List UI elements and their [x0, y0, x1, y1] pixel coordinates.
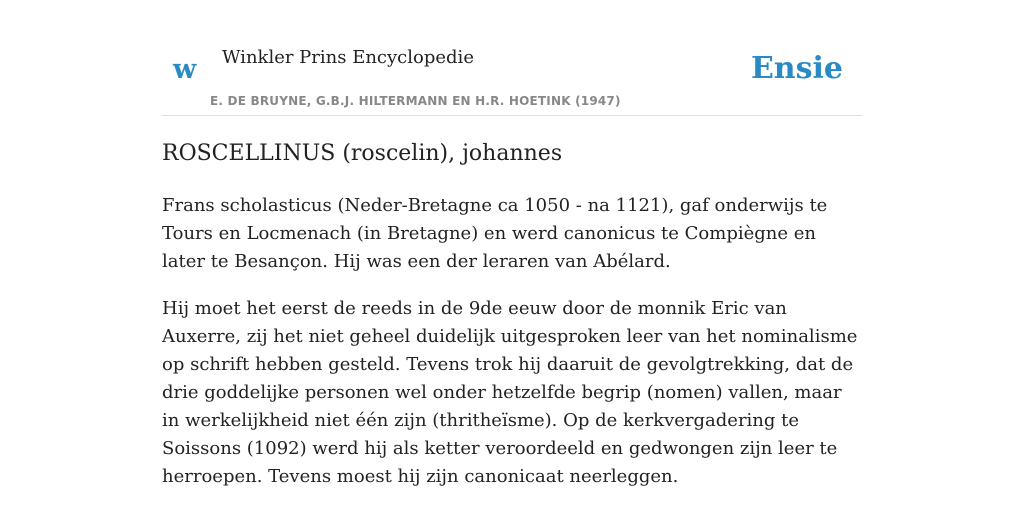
entry-title: ROSCELLINUS (roscelin), johannes — [162, 141, 563, 166]
source-title[interactable]: Winkler Prins Encyclopedie — [222, 47, 474, 68]
article-paragraph: Hij moet het eerst de reeds in de 9de eeuw door de monnik Eric van Auxerre, zij het niet geheel duidelijk uitgesproken leer van het nominalisme op schrift hebben gesteld. Tevens trok hij daaruit de gevolgtrekking, dat de drie goddelijke personen wel onder hetzelfde begrip (nomen) vallen, maar in werkelijkheid niet één zijn (thritheïsme). Op de kerkvergadering te Soissons (1092) werd hij als ketter veroordeeld en gedwongen zijn leer te herroepen. Tevens moest hij zijn canonicaat neerleggen. — [162, 298, 858, 487]
article-body — [162, 192, 862, 510]
ensie-logo[interactable]: Ensie — [750, 51, 843, 86]
authors-line: E. DE BRUYNE, G.B.J. HILTERMANN EN H.R. HOETINK (1947) — [210, 94, 621, 108]
page — [162, 0, 862, 487]
header — [162, 0, 862, 116]
article-paragraph: Frans scholasticus (Neder-Bretagne ca 1050 - na 1121), gaf onderwijs te Tours en Locmenach (in Bretagne) en werd canonicus te Compiègne en later te Besançon. Hij was een der leraren van Abélard. — [162, 195, 828, 272]
winkler-prins-logo[interactable]: w — [173, 54, 197, 85]
